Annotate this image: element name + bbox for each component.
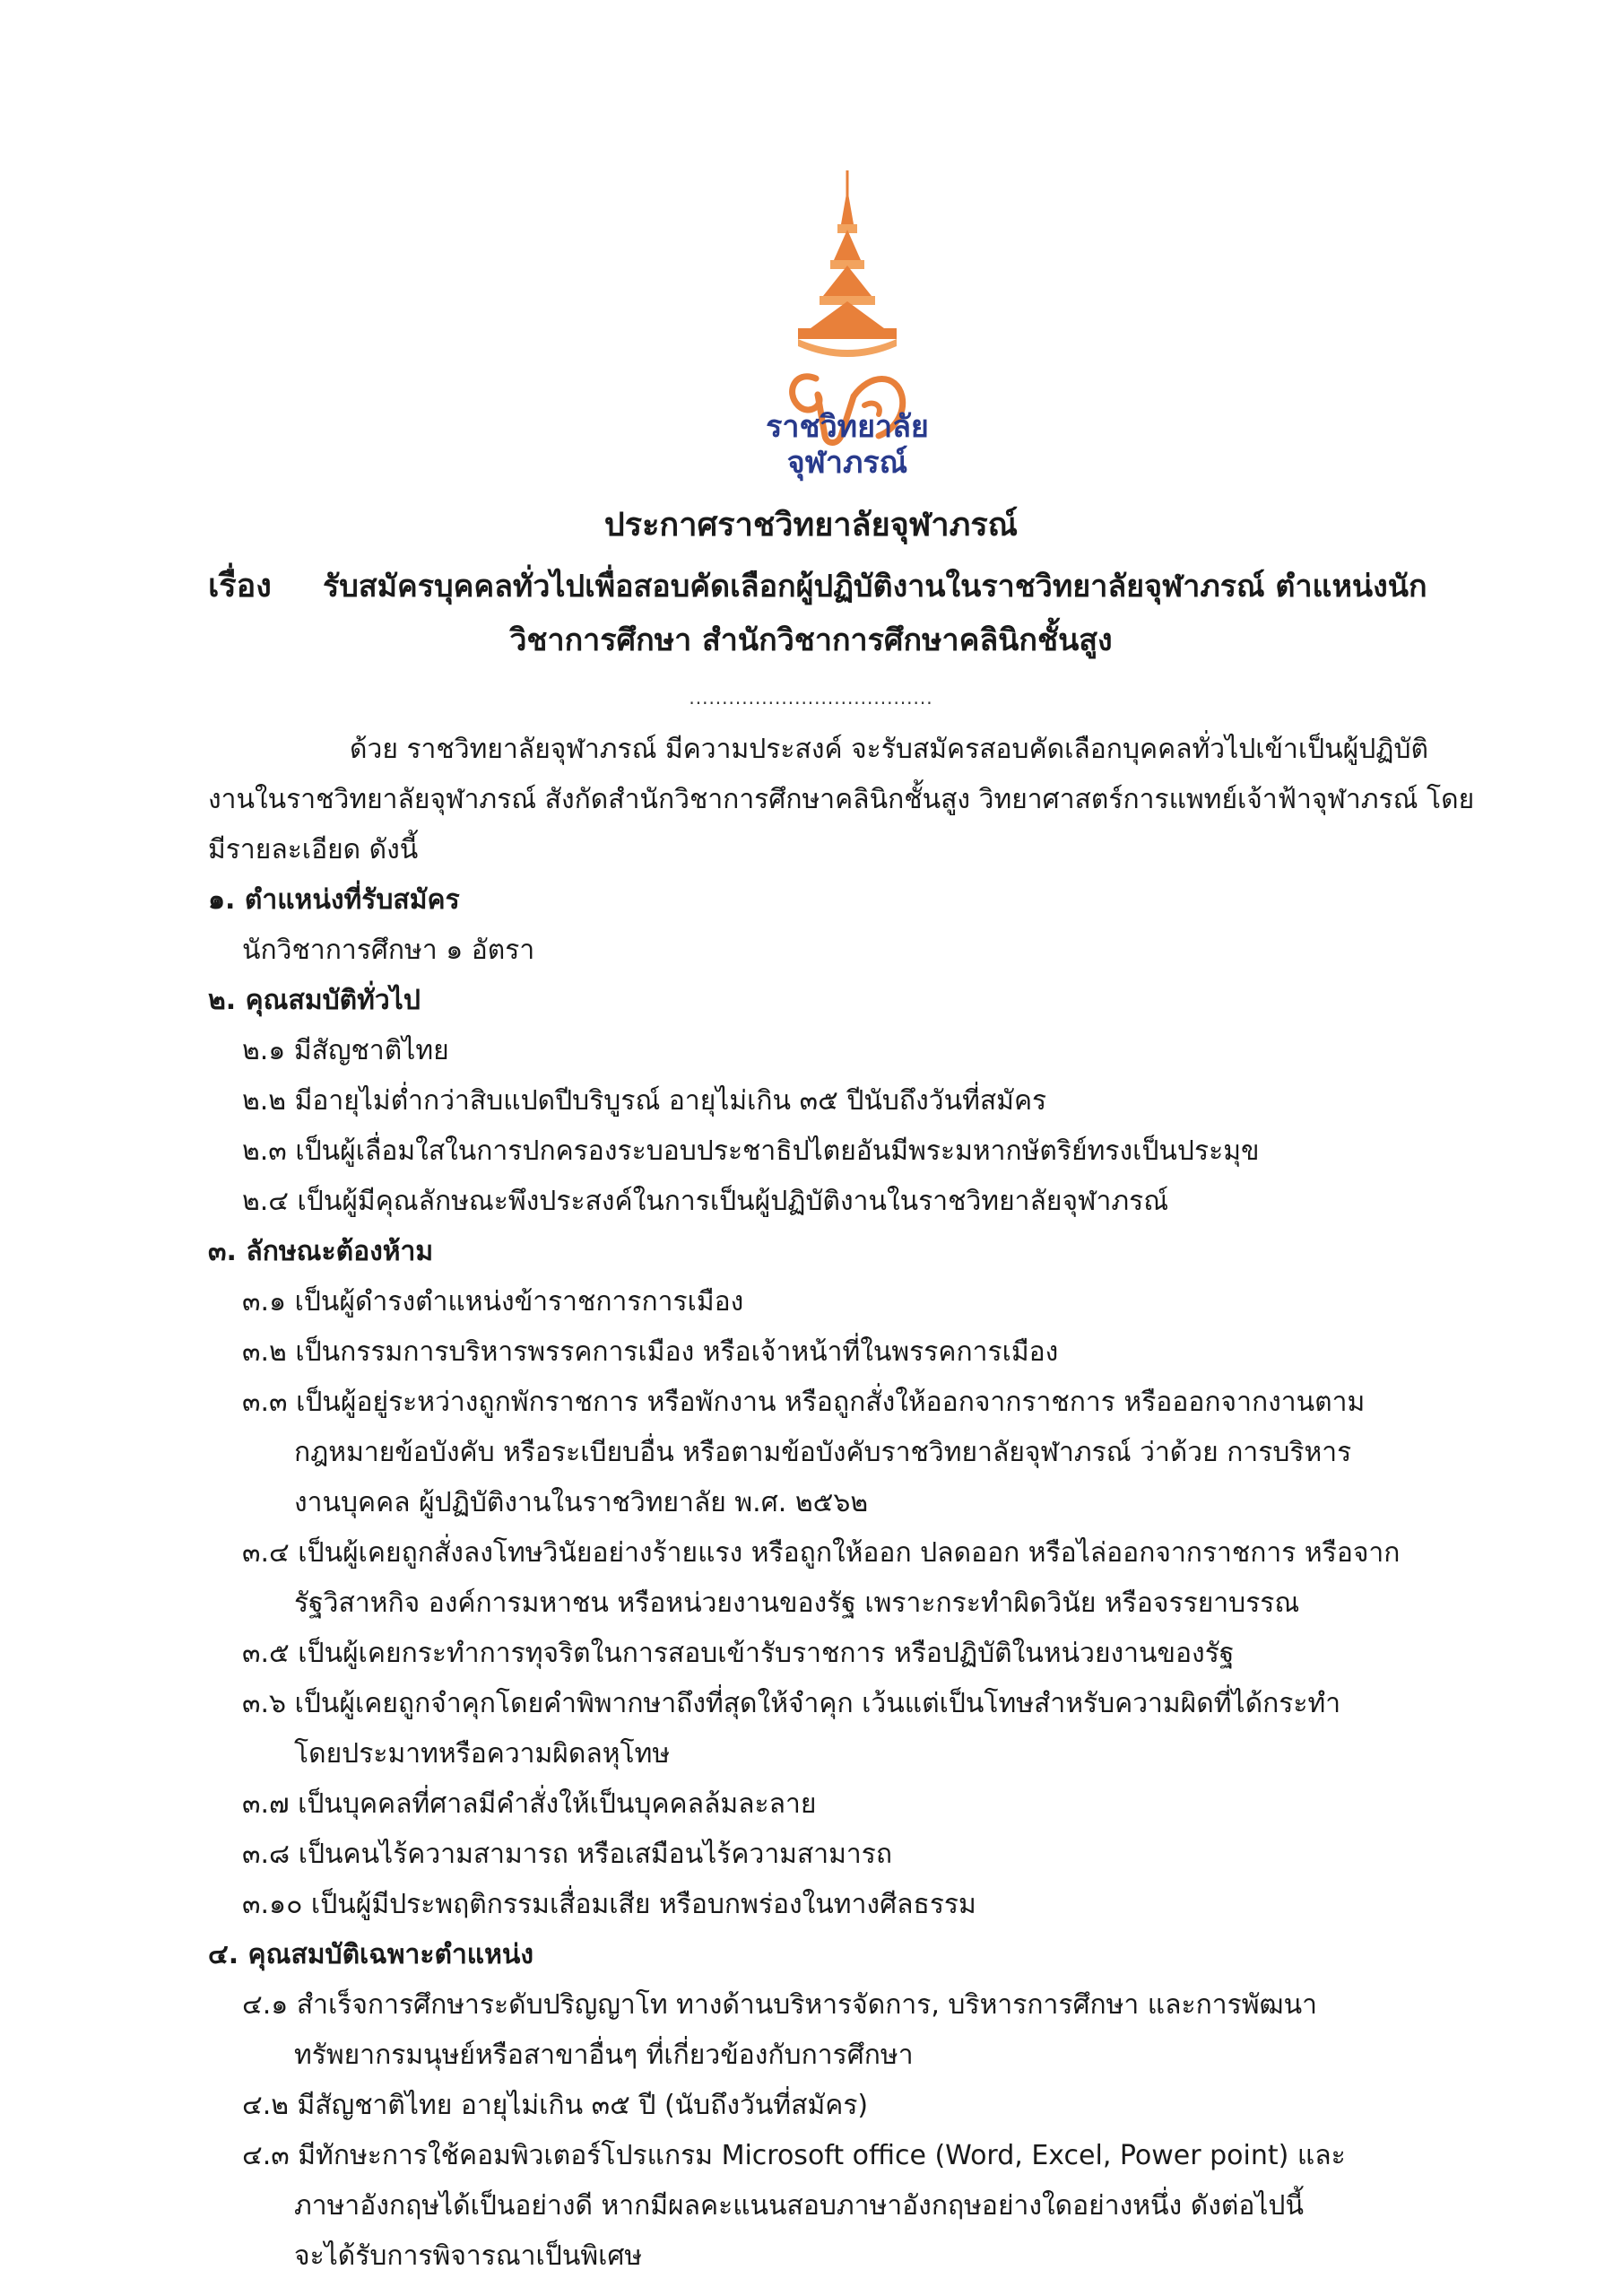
list-item-continuation: รัฐวิสาหกิจ องค์การมหาชน หรือหน่วยงานของรัฐ เพราะกระทำผิดวินัย หรือจรรยาบรรณ bbox=[294, 1587, 1300, 1619]
intro-line1: ด้วย ราชวิทยาลัยจุฬาภรณ์ มีความประสงค์ จะรับสมัครสอบคัดเลือกบุคคลทั่วไปเข้าเป็นผู้ปฏิบัติ bbox=[350, 734, 1428, 765]
list-item: ๓.๘ เป็นคนไร้ความสามารถ หรือเสมือนไร้ความสามารถ bbox=[242, 1839, 892, 1870]
list-item: ๓.๖ เป็นผู้เคยถูกจำคุกโดยคำพิพากษาถึงที่สุดให้จำคุก เว้นแต่เป็นโทษสำหรับความผิดที่ได้กระทำ bbox=[242, 1688, 1341, 1719]
list-item: ๓.๑๐ เป็นผู้มีประพฤติกรรมเสื่อมเสีย หรือบกพร่องในทางศีลธรรม bbox=[242, 1889, 976, 1920]
subject-line2: วิชาการศึกษา สำนักวิชาการศึกษาคลินิกชั้นสูง bbox=[509, 622, 1113, 658]
list-item: ๔.๒ มีสัญชาติไทย อายุไม่เกิน ๓๕ ปี (นับถึงวันที่สมัคร) bbox=[242, 2090, 869, 2121]
list-item-continuation: ภาษาอังกฤษได้เป็นอย่างดี หากมีผลคะแนนสอบภาษาอังกฤษอย่างใดอย่างหนึ่ง ดังต่อไปนี้ bbox=[294, 2190, 1304, 2222]
list-item: ๓.๗ เป็นบุคคลที่ศาลมีคำสั่งให้เป็นบุคคลล้มละลาย bbox=[242, 1788, 817, 1820]
list-item: ๒.๔ เป็นผู้มีคุณลักษณะพึงประสงค์ในการเป็นผู้ปฏิบัติงานในราชวิทยาลัยจุฬาภรณ์ bbox=[242, 1186, 1169, 1217]
subject-label: เรื่อง bbox=[208, 568, 272, 604]
list-item: ๓.๕ เป็นผู้เคยกระทำการทุจริตในการสอบเข้ารับราชการ หรือปฏิบัติในหน่วยงานของรัฐ bbox=[242, 1638, 1235, 1669]
list-item: ๔.๑ สำเร็จการศึกษาระดับปริญญาโท ทางด้านบริหารจัดการ, บริหารการศึกษา และการพัฒนา bbox=[242, 1989, 1317, 2021]
list-item: ๓.๓ เป็นผู้อยู่ระหว่างถูกพักราชการ หรือพักงาน หรือถูกสั่งให้ออกจากราชการ หรือออกจากงานตาม bbox=[242, 1387, 1366, 1418]
list-item-continuation: ทรัพยากรมนุษย์หรือสาขาอื่นๆ ที่เกี่ยวข้องกับการศึกษา bbox=[294, 2039, 914, 2071]
logo-text-line2: จุฬาภรณ์ bbox=[786, 445, 908, 481]
list-item: ๒.๓ เป็นผู้เลื่อมใสในการปกครองระบอบประชาธิปไตยอันมีพระมหากษัตริย์ทรงเป็นประมุข bbox=[242, 1135, 1260, 1167]
section2-heading: ๒. คุณสมบัติทั่วไป bbox=[208, 985, 421, 1016]
subject-line1: รับสมัครบุคคลทั่วไปเพื่อสอบคัดเลือกผู้ปฏิบัติงานในราชวิทยาลัยจุฬาภรณ์ ตำแหน่งนัก bbox=[323, 569, 1427, 604]
announcement-title: ประกาศราชวิทยาลัยจุฬาภรณ์ bbox=[603, 507, 1019, 544]
list-item-continuation: จะได้รับการพิจารณาเป็นพิเศษ bbox=[294, 2240, 643, 2272]
section3-heading: ๓. ลักษณะต้องห้าม bbox=[208, 1236, 434, 1267]
list-item: ๒.๒ มีอายุไม่ต่ำกว่าสิบแปดปีบริบูรณ์ อายุไม่เกิน ๓๕ ปีนับถึงวันที่สมัคร bbox=[242, 1085, 1047, 1117]
list-item-continuation: โดยประมาทหรือความผิดลหุโทษ bbox=[294, 1738, 671, 1770]
section1-heading: ๑. ตำแหน่งที่รับสมัคร bbox=[208, 884, 460, 916]
list-item: ๒.๑ มีสัญชาติไทย bbox=[242, 1035, 449, 1066]
list-item: ๔.๓ มีทักษะการใช้คอมพิวเตอร์โปรแกรม Microsoft office (Word, Excel, Power point) และ bbox=[242, 2140, 1346, 2171]
list-item-continuation: งานบุคคล ผู้ปฏิบัติงานในราชวิทยาลัย พ.ศ. ๒๕๖๒ bbox=[294, 1487, 869, 1518]
logo-text-line1: ราชวิทยาลัย bbox=[766, 409, 929, 445]
section4-heading: ๔. คุณสมบัติเฉพาะตำแหน่ง bbox=[208, 1939, 534, 1970]
intro-line2: งานในราชวิทยาลัยจุฬาภรณ์ สังกัดสำนักวิชาการศึกษาคลินิกชั้นสูง วิทยาศาสตร์การแพทย์เจ้าฟ้าจุฬาภรณ์ โดย bbox=[208, 784, 1475, 815]
list-item: ๓.๔ เป็นผู้เคยถูกสั่งลงโทษวินัยอย่างร้ายแรง หรือถูกให้ออก ปลดออก หรือไล่ออกจากราชการ หรือจาก bbox=[242, 1537, 1401, 1569]
list-item: ๓.๒ เป็นกรรมการบริหารพรรคการเมือง หรือเจ้าหน้าที่ในพรรคการเมือง bbox=[242, 1336, 1059, 1368]
list-item-continuation: กฎหมายข้อบังคับ หรือระเบียบอื่น หรือตามข้อบังคับราชวิทยาลัยจุฬาภรณ์ ว่าด้วย การบริหาร bbox=[294, 1437, 1352, 1468]
section1-text: นักวิชาการศึกษา ๑ อัตรา bbox=[242, 935, 535, 966]
separator: ..................................... bbox=[689, 687, 933, 709]
list-item: ๓.๑ เป็นผู้ดำรงตำแหน่งข้าราชการการเมือง bbox=[242, 1286, 744, 1318]
intro-line3: มีรายละเอียด ดังนี้ bbox=[208, 834, 419, 865]
